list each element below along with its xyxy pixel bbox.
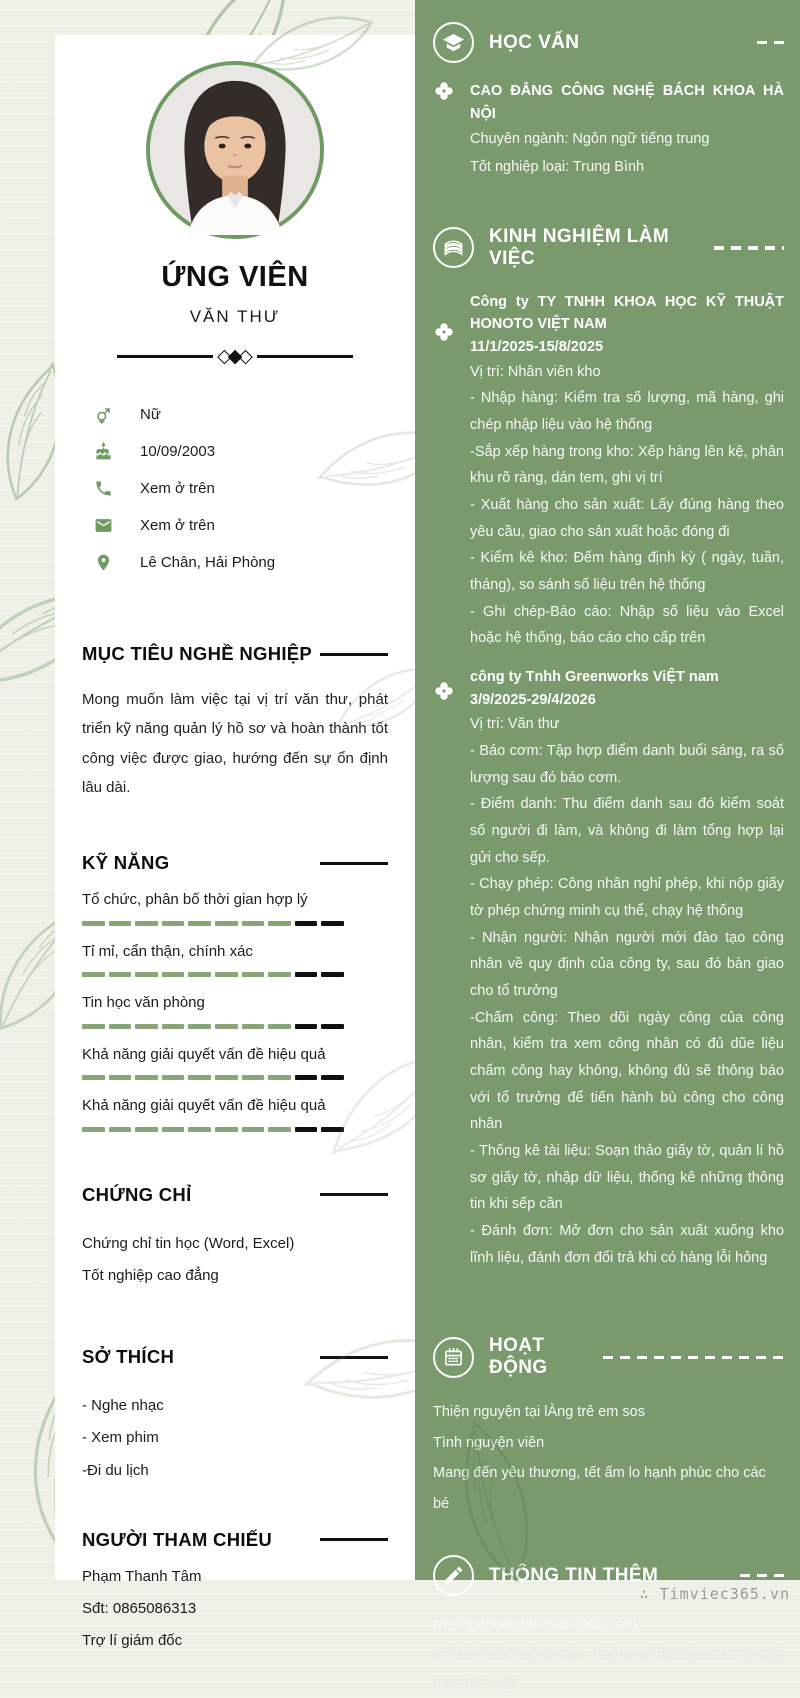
job-period: 3/9/2025-29/4/2026	[470, 691, 596, 708]
company-name: công ty Tnhh Greenworks ViỆT nam	[470, 668, 719, 685]
profile-photo	[146, 61, 324, 239]
calendar-icon	[433, 1337, 474, 1378]
skill-dash-empty	[295, 1024, 318, 1029]
objective-text: Mong muốn làm việc tại vị trí văn thư, phát triển kỹ năng quản lý hồ sơ và hoàn thành tốt công việc được giao, hướng đến sự ổn định lâu dài.	[82, 691, 388, 796]
clover-bullet-icon	[433, 666, 457, 1271]
phone-icon	[94, 479, 113, 498]
skill-dash-empty	[295, 1127, 318, 1132]
skill-bar	[82, 1127, 344, 1132]
job-duty: - Báo cơm: Tập hợp điểm danh buổi sáng, ra số lượng sau đó báo cơm.	[470, 742, 784, 786]
divider-ornament	[117, 347, 353, 366]
section-activities	[433, 1335, 784, 1519]
reference-line: Phạm Thanh Tâm	[82, 1567, 202, 1585]
section-reference	[82, 1529, 388, 1658]
skill-dash-filled	[242, 972, 265, 977]
more-info-placeholder: Mô tả chi tiết công việc, những gì đạt được trong quá trình làm việc.	[433, 1645, 784, 1691]
education-detail: Tốt nghiệp loại: Trung Bình	[470, 159, 645, 176]
reference-line: Sđt: 0865086313	[82, 1600, 197, 1617]
activity-line: Thiện nguyện tại lÀng trẻ em sos	[433, 1404, 645, 1421]
job-position: Vị trí: Nhân viên kho	[470, 363, 601, 380]
job-position: Vị trí: Văn thư	[470, 716, 560, 733]
skill-dash-filled	[268, 921, 291, 926]
hobby-line: -Đi du lịch	[82, 1461, 149, 1479]
skill-dash-filled	[215, 921, 238, 926]
skill-dash-filled	[135, 972, 158, 977]
skill-dash-filled	[242, 921, 265, 926]
skill-dash-empty	[321, 1127, 344, 1132]
section-more-info	[433, 1555, 784, 1698]
gender-icon	[94, 405, 113, 424]
contact-value: Lê Chân, Hải Phòng	[140, 554, 276, 571]
skill-dash-filled	[82, 972, 105, 977]
contact-value: 10/09/2003	[140, 443, 216, 460]
certificate-line: Tốt nghiệp cao đẳng	[82, 1266, 219, 1284]
skill-item	[82, 941, 388, 978]
skill-label: Tin học văn phòng	[82, 994, 205, 1011]
heading-dashes	[603, 1356, 784, 1360]
section-heading-objective: MỤC TIÊU NGHỀ NGHIỆP	[82, 643, 313, 664]
contact-row-phone	[94, 470, 388, 507]
section-hobbies	[82, 1346, 388, 1487]
job-duty: - Điểm danh: Thu điểm danh sau đó kiểm soát số người đi làm, và không đi làm tổng hợp lại gửi cho sếp.	[470, 796, 784, 866]
skill-dash-filled	[268, 972, 291, 977]
section-heading-education: HỌC VẤN	[489, 31, 580, 53]
avatar	[150, 65, 320, 235]
skill-dash-filled	[162, 1024, 185, 1029]
section-heading-more-info: THÔNG TIN THÊM	[489, 1564, 659, 1586]
skill-dash-filled	[82, 1127, 105, 1132]
section-heading-experience: KINH NGHIỆM LÀM VIỆC	[489, 225, 670, 269]
birthday-icon	[94, 442, 113, 461]
skill-dash-filled	[188, 1024, 211, 1029]
section-heading-reference: NGƯỜI THAM CHIẾU	[82, 1528, 273, 1550]
skill-dash-filled	[268, 1127, 291, 1132]
section-skills	[82, 852, 388, 1132]
heading-rule	[320, 1356, 388, 1359]
skill-item	[82, 889, 388, 926]
contact-row-location	[94, 544, 388, 581]
job-duty: - Chạy phép: Công nhân nghỉ phép, khi nộp giấy tờ phép chứng minh cụ thể, chạy hệ thống	[470, 876, 784, 919]
skill-dash-filled	[188, 1075, 211, 1080]
skill-bar	[82, 921, 344, 926]
skill-bar	[82, 1075, 344, 1080]
skill-dash-filled	[215, 972, 238, 977]
skill-dash-filled	[109, 921, 132, 926]
reference-line: Trợ lí giám đốc	[82, 1632, 183, 1650]
skill-dash-filled	[135, 921, 158, 926]
skill-dash-filled	[215, 1075, 238, 1080]
diamond-icon: ◇◆◇	[217, 346, 249, 367]
skill-dash-filled	[242, 1075, 265, 1080]
skill-item	[82, 1044, 388, 1081]
skill-dash-empty	[295, 972, 318, 977]
skill-dash-filled	[162, 972, 185, 977]
heading-dashes	[740, 1574, 784, 1578]
skill-label: Tổ chức, phân bố thời gian hợp lý	[82, 891, 308, 908]
job-duty: - Đánh đơn: Mở đơn cho sản xuất xuống kho lĩnh liệu, đánh đơn đổi trả khi có hàng lỗi hỏng	[470, 1222, 784, 1266]
heading-dashes	[757, 41, 784, 45]
skill-dash-filled	[82, 921, 105, 926]
skill-dash-filled	[135, 1075, 158, 1080]
candidate-title: VĂN THƯ	[189, 307, 281, 326]
skill-dash-empty	[321, 921, 344, 926]
skill-dash-empty	[295, 921, 318, 926]
graduation-cap-icon	[433, 22, 474, 63]
skill-dash-filled	[135, 1024, 158, 1029]
section-experience	[433, 226, 784, 1272]
experience-job	[433, 291, 784, 652]
hobby-line: - Nghe nhạc	[82, 1397, 164, 1414]
school-name: CAO ĐẲNG CÔNG NGHỆ BÁCH KHOA HÀ NỘI	[470, 83, 784, 122]
activity-line: Tình nguyện viên	[433, 1434, 545, 1451]
skill-item	[82, 1095, 388, 1132]
job-duty: -Sắp xếp hàng trong kho: Xếp hàng lên kệ, phân khu rõ ràng, dán tem, ghi vị trí	[470, 443, 784, 487]
skill-label: Khả năng giải quyết vấn đề hiệu quả	[82, 1045, 326, 1063]
heading-dashes	[714, 246, 785, 250]
section-heading-hobbies: SỞ THÍCH	[82, 1346, 175, 1367]
contact-row-email	[94, 507, 388, 544]
heading-rule	[320, 1538, 388, 1541]
job-duty: - Ghi chép-Báo cáo: Nhập số liệu vào Excel hoặc hệ thống, báo cáo cho cấp trên	[470, 603, 784, 647]
skill-bar	[82, 1024, 344, 1029]
watermark-brand: ∴ Timviec365.vn	[639, 1585, 790, 1603]
skill-dash-filled	[268, 1024, 291, 1029]
activity-line: Mang đến yêu thương, tết ấm lo hạnh phúc cho các bé	[433, 1465, 766, 1512]
section-heading-certificates: CHỨNG CHỈ	[82, 1183, 192, 1205]
experience-job	[433, 666, 784, 1271]
skill-dash-filled	[215, 1127, 238, 1132]
location-icon	[94, 553, 113, 572]
skill-label: Tỉ mỉ, cẩn thận, chính xác	[82, 942, 253, 960]
contact-row-birthday	[94, 433, 388, 470]
skill-dash-filled	[82, 1075, 105, 1080]
candidate-name: ỨNG VIÊN	[161, 261, 309, 293]
skill-dash-filled	[188, 972, 211, 977]
certificate-line: Chứng chỉ tin học (Word, Excel)	[82, 1234, 295, 1252]
skill-dash-filled	[109, 972, 132, 977]
education-detail: Chuyên ngành: Ngôn ngữ tiếng trung	[470, 131, 710, 148]
heading-rule	[320, 862, 388, 865]
skill-dash-empty	[295, 1075, 318, 1080]
skill-dash-filled	[162, 921, 185, 926]
contact-value: Xem ở trên	[140, 517, 215, 534]
skill-dash-filled	[242, 1127, 265, 1132]
hobby-line: - Xem phim	[82, 1429, 159, 1447]
skill-dash-filled	[215, 1024, 238, 1029]
ornament-line	[117, 355, 213, 358]
job-period: 11/1/2025-15/8/2025	[470, 338, 604, 355]
skill-dash-filled	[162, 1075, 185, 1080]
skill-dash-filled	[268, 1075, 291, 1080]
job-duty: - Nhập hàng: Kiểm tra số lượng, mã hàng, ghi chép nhập liệu vào hệ thống	[470, 390, 784, 433]
clover-bullet-icon	[433, 80, 457, 182]
ornament-line	[257, 355, 353, 358]
contact-value: Xem ở trên	[140, 480, 215, 497]
skill-item	[82, 992, 388, 1029]
skill-dash-empty	[321, 972, 344, 977]
job-duty: - Nhận người: Nhận người mới đào tạo công nhân về quy định của công ty, sau đó bàn giao cho tổ trưởng	[470, 929, 784, 999]
left-column	[55, 35, 415, 1650]
skill-dash-filled	[109, 1075, 132, 1080]
job-duty: - Kiểm kê kho: Đếm hàng định kỳ ( ngày, tuần, tháng), so sánh số liệu trên hệ thống	[470, 550, 784, 593]
company-name: Công ty TY TNHH KHOA HỌC KỸ THUẬT HONOTO VIỆT NAM	[470, 293, 784, 333]
section-objective	[82, 643, 388, 802]
job-duty: - Thống kê tài liệu: Soạn thảo giấy tờ, quản lí hồ sơ giấy tờ, nhập dữ liệu, thống kê những thông tin khi sếp cần	[470, 1142, 784, 1213]
skill-dash-filled	[82, 1024, 105, 1029]
skill-dash-empty	[321, 1075, 344, 1080]
heading-rule	[320, 653, 388, 656]
heading-rule	[320, 1193, 388, 1196]
skill-dash-filled	[109, 1024, 132, 1029]
skill-dash-filled	[188, 921, 211, 926]
email-icon	[94, 516, 113, 535]
skill-dash-filled	[188, 1127, 211, 1132]
books-icon	[433, 227, 474, 268]
contact-list	[82, 396, 388, 581]
skill-dash-empty	[321, 1024, 344, 1029]
contact-value: Nữ	[140, 406, 161, 423]
section-education	[433, 22, 784, 182]
section-heading-skills: KỸ NĂNG	[82, 852, 170, 873]
section-certificates	[82, 1184, 388, 1293]
job-duty: - Xuất hàng cho sản xuất: Lấy đúng hàng theo yêu cầu, giao cho sản xuất hoặc đóng đi	[470, 496, 784, 540]
clover-bullet-icon	[433, 291, 457, 652]
skill-label: Khả năng giải quyết vấn đề hiệu quả	[82, 1097, 326, 1114]
section-heading-activities: HOẠT ĐỘNG	[489, 1335, 548, 1379]
skill-dash-filled	[109, 1127, 132, 1132]
job-duty: -Chấm công: Theo dõi ngày công của công nhân, kiểm tra xem công nhân có đủ dũe liệu chấm công hay không, không đủ sẽ thông báo với tổ trưởng để tiến hành bù công cho công nhân	[470, 1009, 784, 1133]
skill-dash-filled	[242, 1024, 265, 1029]
contact-row-gender	[94, 396, 388, 433]
skill-dash-filled	[162, 1127, 185, 1132]
more-info-note: Những thông tin khác (nếu cần)	[433, 1617, 637, 1634]
skill-dash-filled	[135, 1127, 158, 1132]
skill-bar	[82, 972, 344, 977]
pen-icon	[433, 1555, 474, 1596]
